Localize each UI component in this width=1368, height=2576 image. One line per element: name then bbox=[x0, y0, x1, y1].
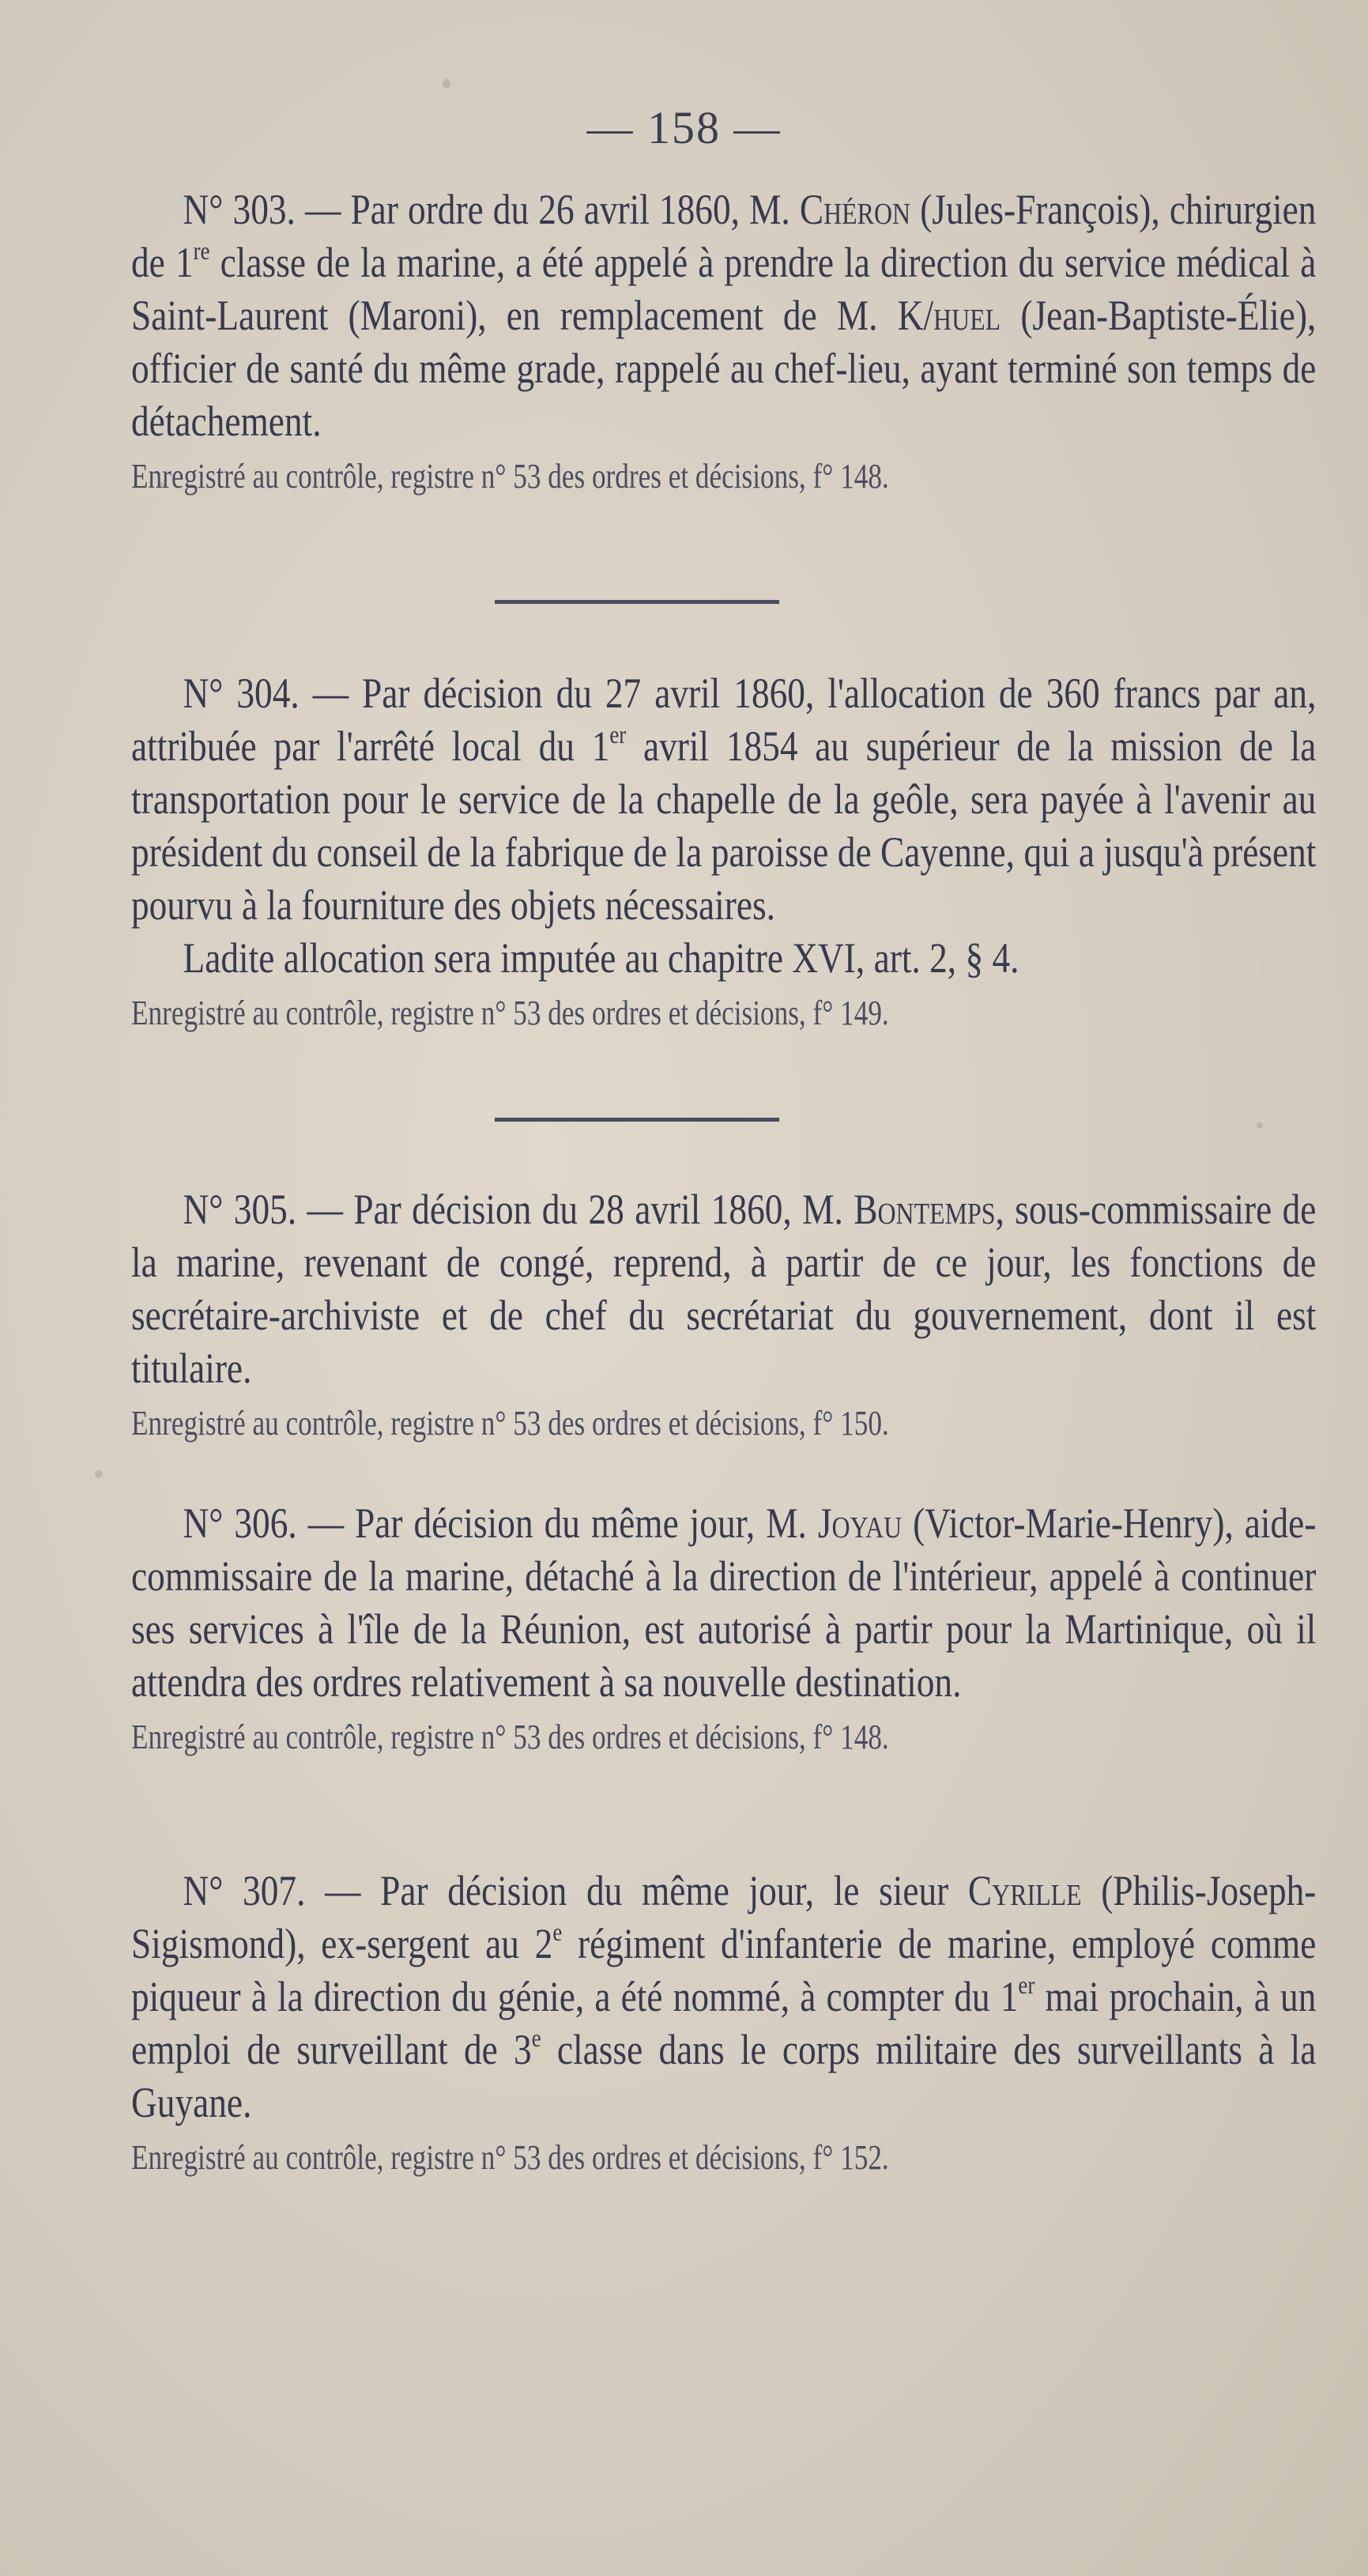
entry-text-part: — Par décision du 28 avril 1860, M. bbox=[307, 1186, 854, 1233]
entry-text bbox=[131, 667, 1316, 932]
entry-text bbox=[131, 1865, 1316, 2129]
entry-text-part: classe dans le corps militaire des surveillants à la Guyane. bbox=[131, 2026, 1317, 2126]
registration-note: Enregistré au contrôle, registre n° 53 des ordres et décisions, f° 149. bbox=[131, 994, 889, 1032]
entry-304 bbox=[131, 667, 1317, 1035]
paper-spot bbox=[443, 79, 450, 89]
entry-text-part: , sous-commissaire de la marine, revenant de congé, reprend, à partir de ce jour, les fonctions de secrétaire-archiviste et de chef du secrétariat du gouvernement, dont il est titulaire. bbox=[131, 1186, 1317, 1392]
entry-text-part: (Philis-Joseph-Sigismond), ex-sergent au 2 bbox=[131, 1867, 1317, 1967]
superscript: er bbox=[1018, 1971, 1035, 1999]
person-name: K/huel bbox=[897, 292, 1001, 339]
entry-number: N° 305. bbox=[183, 1186, 297, 1233]
entry-text-part: classe de la marine, a été appelé à prendre la direction du service médical à Saint-Laurent (Maroni), en remplacement de M. bbox=[131, 239, 1317, 339]
entry-text-part: avril 1854 au supérieur de la mission de la transportation pour le service de la chapelle de la geôle, sera payée à l'avenir au président du conseil de la fabrique de la paroisse de Cayenne, qui a jusqu'à présent pourvu à la fourniture des objets nécessaires. bbox=[131, 722, 1317, 929]
paper-spot bbox=[1257, 1122, 1263, 1129]
registration-note: Enregistré au contrôle, registre n° 53 des ordres et décisions, f° 152. bbox=[131, 2138, 889, 2177]
registration-note: Enregistré au contrôle, registre n° 53 des ordres et décisions, f° 150. bbox=[131, 1404, 889, 1443]
superscript: e bbox=[552, 1918, 563, 1946]
entry-306 bbox=[131, 1497, 1317, 1759]
entry-text-part: (Jules-François), chirurgien de 1 bbox=[131, 186, 1317, 286]
entry-text-part: — Par décision du 27 avril 1860, l'allocation de 360 francs par an, attribuée par l'arrêté local du 1 bbox=[131, 669, 1317, 770]
person-name: Bontemps bbox=[854, 1186, 996, 1233]
entry-305 bbox=[131, 1183, 1317, 1446]
entry-number: N° 303. bbox=[183, 186, 296, 233]
entry-text-part: mai prochain, à un emploi de surveillant de 3 bbox=[131, 1973, 1317, 2073]
superscript: e bbox=[531, 2023, 541, 2052]
entry-text bbox=[131, 1497, 1316, 1709]
entry-text bbox=[131, 183, 1316, 448]
person-name: Chéron bbox=[799, 186, 911, 233]
entry-text-part: — Par ordre du 26 avril 1860, M. bbox=[305, 186, 800, 233]
entry-303 bbox=[131, 183, 1317, 499]
registration-note: Enregistré au contrôle, registre n° 53 des ordres et décisions, f° 148. bbox=[131, 457, 889, 496]
paper-spot bbox=[95, 1470, 103, 1478]
page-number: — 158 — bbox=[586, 102, 782, 153]
entry-307 bbox=[131, 1865, 1317, 2180]
separator-rule bbox=[495, 1118, 779, 1122]
entry-number: N° 307. bbox=[183, 1867, 306, 1914]
separator-rule bbox=[495, 600, 779, 604]
entry-text-part: — Par décision du même jour, M. bbox=[307, 1499, 818, 1547]
entry-text-part: (Victor-Marie-Henry), aide-commissaire de la marine, détaché à la direction de l'intérieur, appelé à continuer ses services à l'île de la Réunion, est autorisé à partir pour la Martinique, où il attendra des ordres relativement à sa nouvelle destination. bbox=[131, 1499, 1317, 1706]
entry-number: N° 304. bbox=[183, 669, 300, 717]
separator bbox=[131, 600, 1317, 604]
superscript: er bbox=[609, 720, 627, 749]
superscript: re bbox=[193, 236, 210, 265]
entry-extra-text: Ladite allocation sera imputée au chapitre XVI, art. 2, § 4. bbox=[183, 934, 1019, 982]
entry-number: N° 306. bbox=[183, 1499, 297, 1547]
entry-text bbox=[131, 1183, 1316, 1395]
entry-text-part: (Jean-Baptiste-Élie), officier de santé du même grade, rappelé au chef-lieu, ayant terminé son temps de détachement. bbox=[131, 292, 1317, 445]
person-name: Joyau bbox=[817, 1499, 903, 1547]
entry-text-part: — Par décision du même jour, le sieur bbox=[325, 1867, 968, 1914]
separator bbox=[131, 1118, 1317, 1122]
registration-note: Enregistré au contrôle, registre n° 53 des ordres et décisions, f° 148. bbox=[131, 1718, 889, 1756]
entry-text-part: régiment d'infanterie de marine, employé comme piqueur à la direction du génie, a été nommé, à compter du 1 bbox=[131, 1920, 1317, 2020]
person-name: Cyrille bbox=[967, 1867, 1082, 1914]
